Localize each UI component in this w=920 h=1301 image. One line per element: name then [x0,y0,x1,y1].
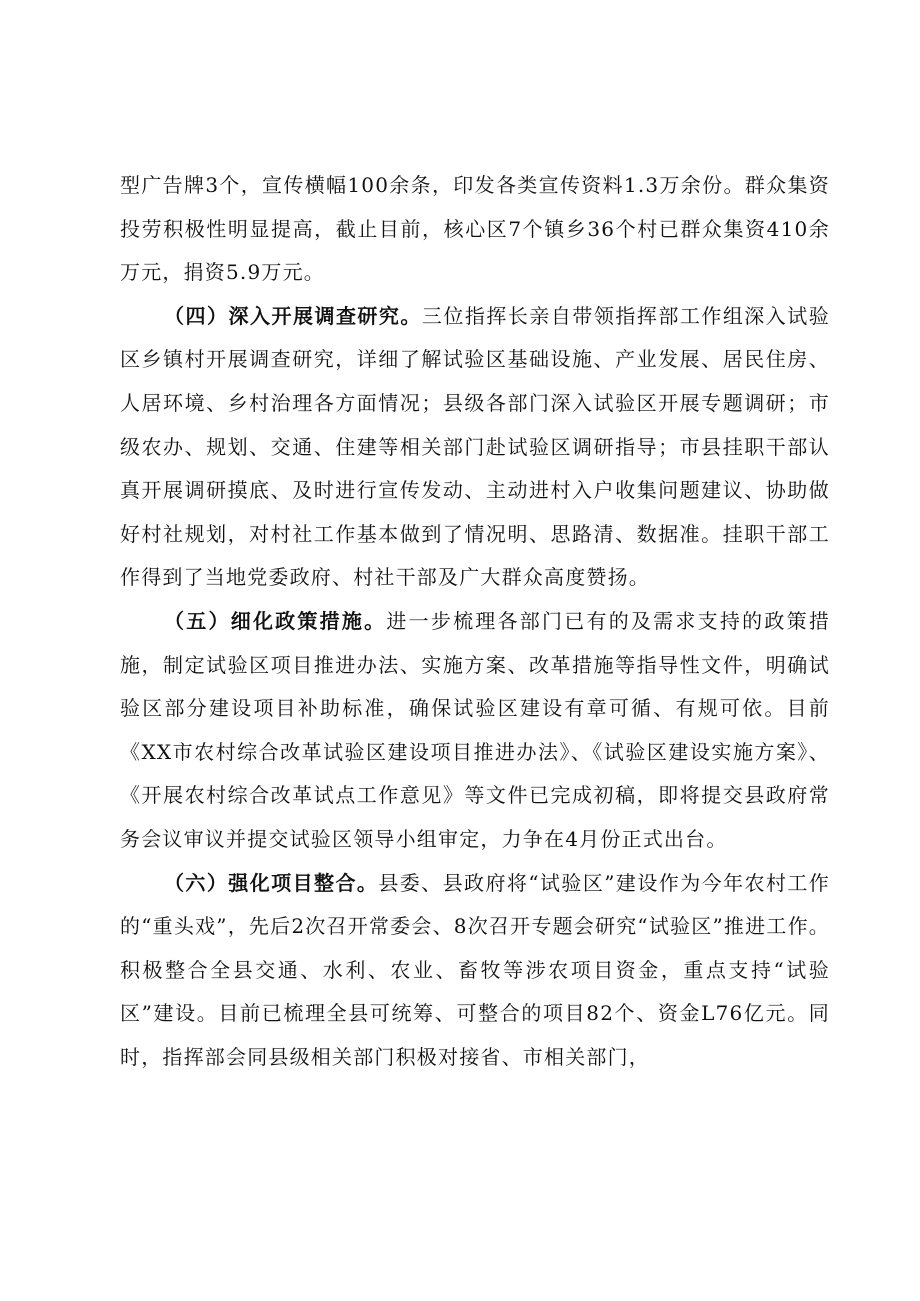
paragraph-text: 县委、县政府将“试验区”建设作为今年农村工作的“重头戏”，先后2次召开常委会、8次召开专题会研究“试验区”推进工作。积极整合全县交通、水利、农业、畜牧等涉农项目资金，重点支持“试验区”建设。目前已梳理全县可统筹、可整合的项目82个、资金L76亿元。同时，指挥部会同县级相关部门积极对接省、市相关部门， [120,870,830,1069]
paragraph-text: 进一步梳理各部门已有的及需求支持的政策措施，制定试验区项目推进办法、实施方案、改革措施等指导性文件，明确试验区部分建设项目补助标准，确保试验区建设有章可循、有规可依。目前《XX市农村综合改革试验区建设项目推进办法》、《试验区建设实施方案》、《开展农村综合改革试点工作意见》等文件已完成初稿，即将提交县政府常务会议审议并提交试验区领导小组审定，力争在4月份正式出台。 [120,608,831,851]
section-heading-policy: （五）细化政策措施。 [164,608,387,633]
paragraph-continuation [120,164,830,295]
paragraph-policy [120,600,830,862]
paragraph-projects [120,862,830,1080]
section-heading-projects: （六）强化项目整合。 [164,870,379,895]
paragraph-text: 型广告牌3个，宣传横幅100余条，印发各类宣传资料1.3万余份。群众集资投劳积极性明显提高，截止目前，核心区7个镇乡36个村已群众集资410余万元，捐资5.9万元。 [120,173,830,285]
paragraph-text: 三位指挥长亲自带领指挥部工作组深入试验区乡镇村开展调查研究，详细了解试验区基础设施、产业发展、居民住房、人居环境、乡村治理各方面情况；县级各部门深入试验区开展专题调研；市级农办、规划、交通、住建等相关部门赴试验区调研指导；市县挂职干部认真开展调研摸底、及时进行宣传发动、主动进村入户收集问题建议、协助做好村社规划，对村社工作基本做到了情况明、思路清、数据准。挂职干部工作得到了当地党委政府、村社干部及广大群众高度赞扬。 [120,303,830,590]
section-heading-research: （四）深入开展调查研究。 [164,303,422,328]
document-body [120,164,830,1079]
paragraph-research [120,295,830,600]
